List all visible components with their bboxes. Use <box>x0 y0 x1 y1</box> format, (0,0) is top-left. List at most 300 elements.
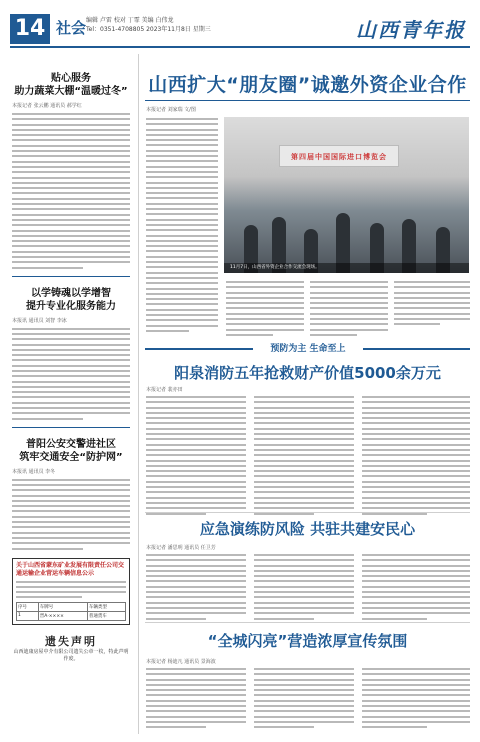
text-line <box>146 208 218 210</box>
text-line <box>146 716 246 718</box>
text-line <box>12 224 130 226</box>
text-line <box>362 586 470 588</box>
text-line <box>362 607 470 609</box>
text-line <box>310 329 388 331</box>
text-line <box>254 507 354 509</box>
article-1-title: 阳泉消防五年抢救财产价值5000余万元 <box>174 364 441 382</box>
text-line <box>12 375 130 377</box>
text-line <box>12 187 130 189</box>
text-line <box>254 454 354 456</box>
text-line <box>146 272 218 274</box>
text-line <box>226 313 304 315</box>
text-line <box>12 516 130 518</box>
text-line <box>310 292 388 294</box>
text-line <box>12 166 130 168</box>
text-line <box>254 575 354 577</box>
text-line <box>146 694 246 696</box>
text-line <box>12 134 130 136</box>
text-line <box>362 716 470 718</box>
text-line <box>362 396 470 398</box>
text-line <box>254 689 354 691</box>
main-headline: 山西扩大“朋友圈”诚邀外资企业合作 <box>148 74 467 96</box>
text-line <box>146 245 218 247</box>
text-line <box>12 155 130 157</box>
text-line <box>394 286 470 288</box>
lost-notice-text: 山西迪康房屋中介有限公司遗失公章一枚，特此声明作废。 <box>13 648 129 662</box>
text-line <box>146 309 218 311</box>
text-line <box>146 444 246 446</box>
text-line <box>146 412 246 414</box>
text-line <box>12 370 130 372</box>
text-line <box>12 349 130 351</box>
text-line <box>254 607 354 609</box>
text-line <box>362 465 470 467</box>
article-1-col2 <box>254 396 354 518</box>
text-line <box>12 261 130 263</box>
text-line <box>254 449 354 451</box>
text-line <box>362 684 470 686</box>
text-line <box>362 570 470 572</box>
text-line <box>254 673 354 675</box>
text-line <box>146 224 218 226</box>
text-line <box>362 705 470 707</box>
text-line <box>146 192 218 194</box>
text-line <box>146 721 246 723</box>
text-line <box>12 198 130 200</box>
article-3-title: “全城闪亮”营造浓厚宣传氛围 <box>207 632 408 650</box>
text-line <box>362 596 470 598</box>
text-line <box>310 281 388 283</box>
text-line <box>362 497 470 499</box>
text-line <box>146 705 246 707</box>
text-line <box>12 328 130 330</box>
article-2-col1 <box>146 554 246 623</box>
text-line <box>254 417 354 419</box>
text-line <box>254 602 354 604</box>
header-rule <box>10 46 470 48</box>
text-line <box>146 449 246 451</box>
text-line <box>254 679 354 681</box>
text-line <box>146 171 218 173</box>
text-line <box>12 161 130 163</box>
text-line <box>310 302 388 304</box>
text-line <box>254 465 354 467</box>
text-line <box>362 433 470 435</box>
text-line <box>146 213 218 215</box>
text-line <box>12 150 130 152</box>
text-line <box>254 444 354 446</box>
text-line <box>12 344 130 346</box>
text-line <box>362 417 470 419</box>
text-line <box>146 134 218 136</box>
table-cell: 车辆类型 <box>87 602 125 611</box>
text-line <box>146 502 246 504</box>
left-separator <box>12 427 130 428</box>
text-line <box>12 267 83 269</box>
text-line <box>12 219 130 221</box>
text-line <box>146 187 218 189</box>
photo-caption: 11月7日，山西省外资企业合作交流会现场。 <box>224 263 469 273</box>
text-line <box>310 297 388 299</box>
text-line <box>362 422 470 424</box>
text-line <box>362 580 470 582</box>
text-line <box>146 256 218 258</box>
text-line <box>254 612 354 614</box>
text-line <box>254 407 354 409</box>
text-line <box>12 145 130 147</box>
text-line <box>362 554 470 556</box>
text-line <box>362 679 470 681</box>
text-line <box>12 407 130 409</box>
text-line <box>12 177 130 179</box>
headline-rule <box>145 100 470 101</box>
text-line <box>146 235 218 237</box>
article-2-col2 <box>254 554 354 623</box>
text-line <box>12 354 130 356</box>
text-line <box>12 418 83 420</box>
left-article-2-title: 以学铸魂以学增智 提升专业化服务能力 <box>26 287 116 312</box>
text-line <box>146 580 246 582</box>
text-line <box>12 542 130 544</box>
text-line <box>146 570 246 572</box>
text-line <box>146 396 246 398</box>
left-article-3-title: 普阳公安交警进社区 筑牢交通安全“防护网” <box>19 438 123 463</box>
left-article-1-body <box>12 113 130 269</box>
text-line <box>226 297 304 299</box>
text-line <box>12 245 130 247</box>
section-name: 社会 <box>56 19 87 37</box>
text-line <box>362 689 470 691</box>
newspaper-masthead: 山西青年报 <box>356 18 466 42</box>
text-line <box>146 491 246 493</box>
text-line <box>146 460 246 462</box>
text-line <box>394 323 440 325</box>
text-line <box>146 139 218 141</box>
table-cell: 普通货车 <box>87 611 125 620</box>
text-line <box>146 565 246 567</box>
left-separator <box>12 276 130 277</box>
text-line <box>146 250 218 252</box>
text-line <box>362 710 470 712</box>
text-line <box>254 726 314 728</box>
text-line <box>12 333 130 335</box>
text-line <box>254 710 354 712</box>
text-line <box>16 591 126 593</box>
text-line <box>12 500 130 502</box>
text-line <box>12 171 130 173</box>
text-line <box>12 124 130 126</box>
text-line <box>12 256 130 258</box>
text-line <box>310 286 388 288</box>
text-line <box>146 407 246 409</box>
text-line <box>12 484 130 486</box>
section-bar-label: 预防为主 生命至上 <box>253 342 363 356</box>
main-byline: 本报记者 刘家瑞 文/图 <box>146 107 196 113</box>
text-line <box>146 684 246 686</box>
text-line <box>146 303 218 305</box>
article-3-byline: 本报记者 杨迪凡 通讯员 景海波 <box>146 659 216 665</box>
text-line <box>12 505 130 507</box>
text-line <box>254 438 354 440</box>
text-line <box>146 261 218 263</box>
text-line <box>146 700 246 702</box>
text-line <box>146 266 218 268</box>
text-line <box>146 679 246 681</box>
text-line <box>310 307 388 309</box>
text-line <box>362 668 470 670</box>
text-line <box>362 591 470 593</box>
text-line <box>226 318 304 320</box>
text-line <box>12 386 130 388</box>
text-line <box>12 359 130 361</box>
text-line <box>226 329 304 331</box>
text-line <box>254 668 354 670</box>
text-line <box>146 465 246 467</box>
text-line <box>254 502 354 504</box>
text-line <box>362 507 470 509</box>
text-line <box>12 182 130 184</box>
text-line <box>362 565 470 567</box>
text-line <box>254 618 314 620</box>
text-line <box>394 313 470 315</box>
text-line <box>12 230 130 232</box>
text-line <box>12 402 130 404</box>
text-line <box>394 318 470 320</box>
notice-table <box>16 602 126 621</box>
text-line <box>146 176 218 178</box>
left-article-2-byline: 本报讯 通讯员 刘智 李冰 <box>12 317 67 324</box>
page-number: 14 <box>10 14 50 44</box>
text-line <box>254 486 354 488</box>
text-line <box>12 251 130 253</box>
text-line <box>254 700 354 702</box>
text-line <box>254 433 354 435</box>
text-line <box>146 219 218 221</box>
text-line <box>146 591 246 593</box>
text-line <box>254 580 354 582</box>
lost-notice-title: 遗失声明 <box>45 634 97 648</box>
text-line <box>146 689 246 691</box>
left-column <box>12 58 130 663</box>
text-line <box>12 240 130 242</box>
text-line <box>146 428 246 430</box>
column-divider <box>138 54 139 734</box>
text-line <box>146 586 246 588</box>
text-line <box>310 323 388 325</box>
text-line <box>12 381 130 383</box>
text-line <box>146 422 246 424</box>
text-line <box>146 618 206 620</box>
text-line <box>12 118 130 120</box>
text-line <box>12 521 130 523</box>
text-line <box>310 334 357 336</box>
text-line <box>146 486 246 488</box>
text-line <box>146 668 246 670</box>
text-line <box>12 412 130 414</box>
text-line <box>362 428 470 430</box>
text-line <box>254 412 354 414</box>
text-line <box>254 559 354 561</box>
text-line <box>146 575 246 577</box>
text-line <box>254 554 354 556</box>
text-line <box>146 710 246 712</box>
text-line <box>254 481 354 483</box>
main-article-col3 <box>310 281 388 339</box>
left-article-2-body <box>12 328 130 420</box>
text-line <box>362 575 470 577</box>
text-line <box>12 214 130 216</box>
text-line <box>146 475 246 477</box>
text-line <box>146 417 246 419</box>
table-cell: 1 <box>17 611 39 620</box>
text-line <box>310 318 388 320</box>
text-line <box>12 113 130 115</box>
text-line <box>146 438 246 440</box>
text-line <box>146 166 218 168</box>
text-line <box>146 203 218 205</box>
editor-info-line2: Tel：0351-4708805 2023年11月8日 星期三 <box>86 26 211 33</box>
text-line <box>362 475 470 477</box>
text-line <box>146 197 218 199</box>
text-line <box>146 160 218 162</box>
text-line <box>146 612 246 614</box>
text-line <box>146 129 218 131</box>
text-line <box>146 277 218 279</box>
text-line <box>362 491 470 493</box>
text-line <box>12 203 130 205</box>
text-line <box>362 673 470 675</box>
text-line <box>146 726 206 728</box>
text-line <box>362 438 470 440</box>
text-line <box>254 586 354 588</box>
news-photo <box>224 117 469 273</box>
text-line <box>362 449 470 451</box>
text-line <box>362 460 470 462</box>
text-line <box>12 365 130 367</box>
text-line <box>12 537 130 539</box>
text-line <box>16 581 126 583</box>
text-line <box>394 307 470 309</box>
text-line <box>362 481 470 483</box>
text-line <box>362 444 470 446</box>
text-line <box>146 607 246 609</box>
text-line <box>362 726 427 728</box>
article-1-byline: 本报记者 裴亦田 <box>146 387 183 393</box>
text-line <box>12 510 130 512</box>
text-line <box>12 548 83 550</box>
text-line <box>254 491 354 493</box>
text-line <box>254 475 354 477</box>
text-line <box>254 570 354 572</box>
text-line <box>394 281 470 283</box>
text-line <box>146 155 218 157</box>
main-article-col1 <box>146 118 218 335</box>
text-line <box>146 182 218 184</box>
text-line <box>12 129 130 131</box>
text-line <box>146 123 218 125</box>
text-line <box>362 700 470 702</box>
text-line <box>12 192 130 194</box>
text-line <box>146 144 218 146</box>
text-line <box>310 313 388 315</box>
text-line <box>394 302 470 304</box>
text-line <box>254 396 354 398</box>
text-line <box>254 422 354 424</box>
text-line <box>146 554 246 556</box>
text-line <box>254 497 354 499</box>
text-line <box>146 481 246 483</box>
article-3-col3 <box>362 668 470 732</box>
text-line <box>226 334 273 336</box>
text-line <box>146 673 246 675</box>
text-line <box>146 401 246 403</box>
text-line <box>146 433 246 435</box>
table-cell: 车牌号 <box>38 602 87 611</box>
text-line <box>146 507 246 509</box>
text-line <box>146 330 189 332</box>
article-3-col2 <box>254 668 354 732</box>
text-line <box>12 139 130 141</box>
text-line <box>16 596 82 598</box>
text-line <box>146 596 246 598</box>
text-line <box>254 721 354 723</box>
text-line <box>12 532 130 534</box>
text-line <box>362 502 470 504</box>
text-line <box>362 401 470 403</box>
text-line <box>12 489 130 491</box>
text-line <box>146 454 246 456</box>
text-line <box>146 293 218 295</box>
text-line <box>12 235 130 237</box>
text-line <box>226 302 304 304</box>
text-line <box>12 495 130 497</box>
text-line <box>362 486 470 488</box>
editor-info-line1: 编辑 卢雷 校对 丁霏 美编 白伟龙 <box>86 17 174 24</box>
main-article-col4 <box>394 281 470 329</box>
editor-info <box>86 16 211 34</box>
text-line <box>254 470 354 472</box>
text-line <box>226 323 304 325</box>
text-line <box>146 118 218 120</box>
text-line <box>146 319 218 321</box>
text-line <box>362 412 470 414</box>
public-notice-box <box>12 558 130 625</box>
section-bar <box>145 342 470 356</box>
text-line <box>226 292 304 294</box>
text-line <box>394 292 470 294</box>
text-line <box>254 591 354 593</box>
article-1-col1 <box>146 396 246 518</box>
text-line <box>226 307 304 309</box>
text-line <box>146 470 246 472</box>
text-line <box>146 150 218 152</box>
left-article-1-byline: 本报记者 张云鹏 通讯员 郝学红 <box>12 103 82 109</box>
text-line <box>254 565 354 567</box>
text-line <box>254 684 354 686</box>
notice-box-text <box>16 581 126 599</box>
left-article-1-title: 贴心服务 助力蔬菜大棚“温暖过冬” <box>14 73 128 97</box>
text-line <box>362 407 470 409</box>
text-line <box>146 298 218 300</box>
article-3-col1 <box>146 668 246 732</box>
text-line <box>12 396 130 398</box>
text-line <box>254 596 354 598</box>
text-line <box>16 586 126 588</box>
page-header <box>0 0 480 48</box>
text-line <box>362 612 470 614</box>
article-1-col3 <box>362 396 470 518</box>
text-line <box>12 479 130 481</box>
